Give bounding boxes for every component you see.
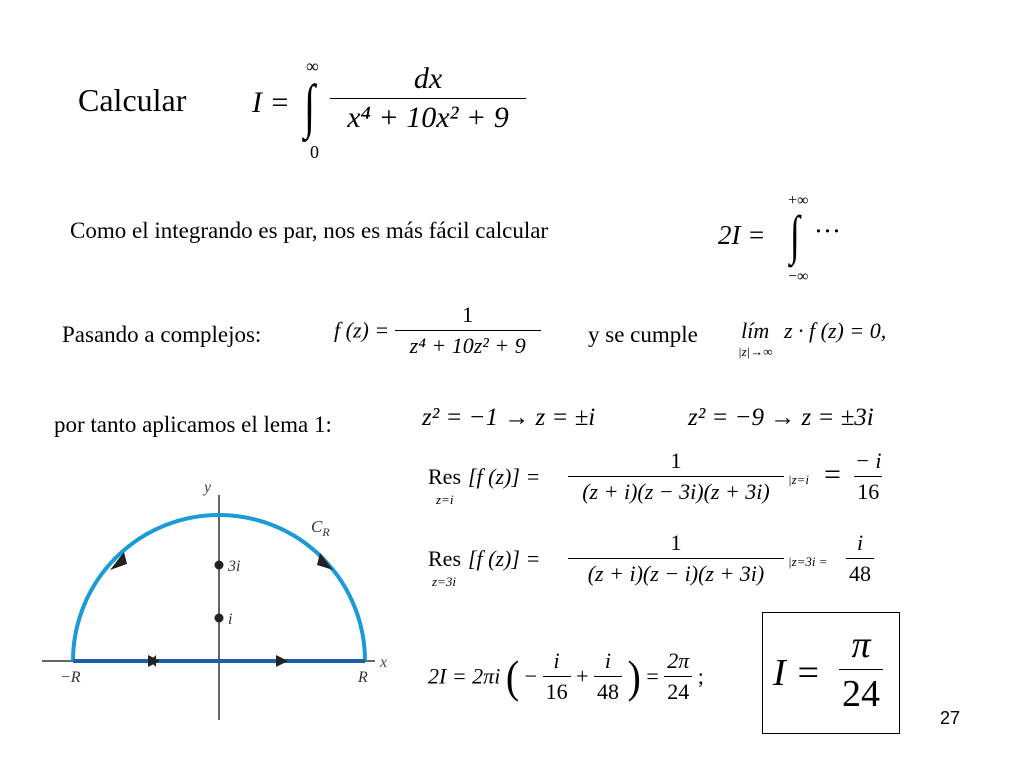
answer-den: 24 [839, 669, 883, 716]
residue-1 [428, 448, 898, 522]
full-integral-lower: −∞ [788, 268, 809, 285]
cr-main: C [311, 517, 323, 536]
integral-sign: ∫ [304, 71, 315, 140]
final-computation [428, 648, 704, 705]
pole-i-dot [215, 614, 224, 623]
final-f3-den: 24 [664, 676, 692, 705]
answer-num: π [851, 624, 871, 666]
final-open-paren: ( [505, 650, 520, 703]
text-lema: por tanto aplicamos el lema 1: [54, 412, 332, 437]
fz-denominator: z⁴ + 10z² + 9 [395, 330, 541, 359]
full-integral [718, 192, 858, 288]
integral-lower: 0 [310, 142, 319, 162]
final-semicolon: ; [697, 663, 704, 689]
res1-denominator: (z + i)(z − 3i)(z + 3i) [568, 476, 784, 505]
title-word: Calcular [78, 82, 187, 118]
full-integral-lhs: 2I = [718, 220, 766, 250]
text-even: Como el integrando es par, nos es más fácil calcular [70, 218, 549, 243]
res1-fraction [568, 448, 784, 505]
fz-numerator: 1 [462, 302, 474, 327]
res1-result [852, 448, 884, 505]
fz-definition [334, 302, 541, 359]
res1-numerator: 1 [670, 448, 682, 473]
final-frac-3 [664, 648, 692, 705]
fz-lhs: f (z) = [334, 317, 390, 343]
full-integral-upper: +∞ [788, 192, 809, 209]
final-lhs: 2I = 2πi [428, 663, 501, 689]
res2-op: Res [428, 546, 461, 571]
limit-under: |z|→∞ [738, 344, 773, 359]
res1-eq: = [824, 458, 841, 491]
final-f2-num: i [604, 648, 612, 673]
res1-result-num: − i [855, 448, 882, 473]
axis-x-label: x [380, 654, 388, 671]
axis-y-label: y [204, 479, 212, 496]
residue-2 [428, 530, 898, 604]
arrow-right-1-icon [148, 655, 160, 667]
limit-op [738, 318, 772, 360]
pole-i-label: i [228, 611, 233, 628]
full-integral-dots: ··· [814, 216, 841, 246]
res2-denominator: (z + i)(z − i)(z + 3i) [568, 558, 784, 587]
text-cumple: y se cumple [588, 322, 698, 347]
answer-box [762, 612, 900, 734]
cr-label [311, 517, 330, 539]
arrow-arc-right-icon [317, 553, 333, 570]
integral-numerator: dx [413, 62, 443, 95]
final-f1-den: 16 [543, 676, 571, 705]
res1-under: z=i [436, 492, 454, 507]
neg-r-label: −R [60, 669, 81, 686]
res2-fraction [568, 530, 784, 587]
final-f3-num: 2π [667, 648, 690, 673]
limit-expr [738, 318, 886, 360]
pole-3i-dot [215, 561, 224, 570]
final-close-paren: ) [627, 650, 641, 703]
res2-under: z=3i [432, 574, 456, 589]
integral-upper: ∞ [306, 56, 319, 76]
res1-arg: [f (z)] = [468, 464, 541, 489]
final-frac-2 [594, 648, 622, 705]
cr-sub: R [322, 525, 330, 539]
res1-result-den: 16 [854, 476, 882, 505]
integral-definition [252, 58, 552, 168]
full-integral-sign: ∫ [790, 205, 800, 265]
final-frac-1 [543, 648, 571, 705]
final-f1-num: i [553, 648, 560, 673]
res1-op: Res [428, 464, 461, 489]
r-label: R [358, 669, 368, 686]
roots-eq2: z² = −9 → z = ±3i [688, 404, 874, 431]
integral-denominator: x⁴ + 10x² + 9 [330, 98, 526, 135]
res2-result-num: i [856, 530, 864, 555]
integral-fraction [330, 62, 526, 135]
final-minus: − [524, 663, 538, 689]
res2-numerator: 1 [670, 530, 682, 555]
res2-result [846, 530, 874, 587]
final-plus: + [576, 663, 589, 689]
integral-lhs: I = [252, 86, 290, 119]
fz-fraction [395, 302, 541, 359]
answer-fraction [839, 623, 883, 716]
roots-eq1: z² = −1 → z = ±i [422, 404, 596, 431]
final-f2-den: 48 [594, 676, 622, 705]
answer-lhs: I = [773, 652, 821, 694]
limit-word: lím [741, 318, 770, 343]
pole-3i-label: 3i [228, 558, 241, 575]
contour-diagram [30, 470, 410, 730]
res2-eval: |z=3i = [788, 554, 828, 569]
res2-result-den: 48 [846, 558, 874, 587]
res2-arg: [f (z)] = [468, 546, 541, 571]
limit-body: z · f (z) = 0, [783, 318, 887, 343]
final-eq: = [646, 663, 659, 689]
page-number: 27 [939, 708, 960, 728]
arrow-right-2-icon [276, 655, 288, 667]
res1-eval: |z=i [788, 472, 810, 487]
text-complex: Pasando a complejos: [62, 322, 262, 347]
